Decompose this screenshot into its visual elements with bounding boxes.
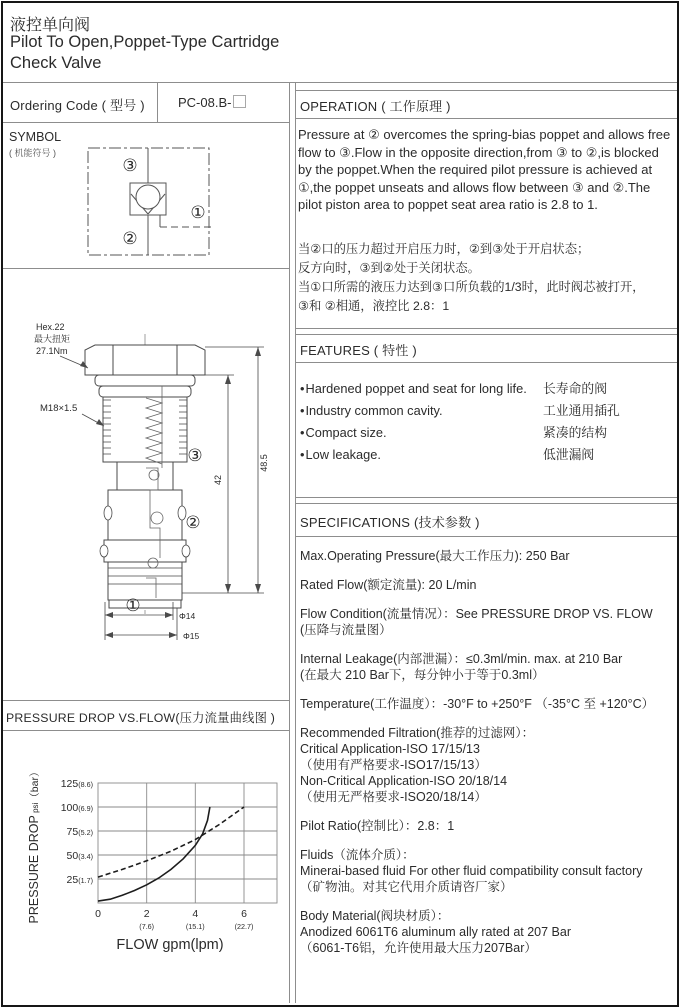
- x-tick-6: 6: [241, 908, 247, 920]
- page-title-zh: 液控单向阀: [10, 17, 91, 34]
- x-tick-0: 0: [95, 908, 101, 920]
- dim-42: [190, 375, 234, 593]
- operation-zh-line: 反方向时，③到②处于关闭状态。: [298, 261, 480, 275]
- torque-label-zh: 最大扭矩: [34, 334, 71, 344]
- features-divider-1: [295, 328, 677, 329]
- spec-line: Minerai-based fluid For other fluid compatibility consult factory: [300, 864, 643, 878]
- feature-item: [300, 400, 675, 422]
- specs-divider-2: [295, 503, 677, 504]
- spec-group: [300, 908, 676, 956]
- feature-item: [300, 444, 675, 466]
- operation-paragraph-en: [298, 126, 670, 214]
- ordering-cell-divider: [157, 83, 158, 122]
- features-title: FEATURES ( 特性 ): [300, 343, 417, 358]
- x-tick-4-lpm: (15.1): [185, 922, 205, 931]
- operation-paragraph-zh: [298, 240, 645, 316]
- operation-title: OPERATION ( 工作原理 ): [300, 99, 451, 114]
- spec-line: Non-Critical Application-ISO 20/18/14: [300, 774, 508, 788]
- symbol-port-2: ②: [122, 229, 138, 248]
- operation-header-top: [295, 90, 677, 91]
- specs-divider-1: [295, 497, 677, 498]
- dim-inner-label: 42: [213, 474, 223, 486]
- ordering-code-blank-box: [233, 95, 246, 108]
- spec-line: Rated Flow(额定流量): 20 L/min: [300, 578, 477, 592]
- valve-body-outline: [85, 345, 205, 608]
- features-list: [300, 378, 675, 466]
- feature-en: • Hardened poppet and seat for long life.: [300, 378, 543, 400]
- spec-line: （6061-T6铝，允许使用最大压力207Bar）: [300, 941, 537, 955]
- y-tick-50: 50(3.4): [66, 850, 93, 862]
- specs-header-bottom: [295, 536, 677, 537]
- operation-en-line: pilot piston area to poppet seat area ratio is 2.8 to 1.: [298, 197, 598, 213]
- feature-item: [300, 378, 675, 400]
- dia-large-label: Φ15: [183, 631, 200, 641]
- feature-item: [300, 422, 675, 444]
- features-divider-2: [295, 334, 677, 335]
- specifications-list: [300, 548, 676, 969]
- feature-en: • Industry common cavity.: [300, 400, 543, 422]
- spec-line: Fluids（流体介质）：: [300, 848, 415, 862]
- spec-group: [300, 548, 676, 564]
- specifications-title: SPECIFICATIONS (技术参数 ): [300, 515, 480, 530]
- page-title-en-line1: Pilot To Open,Poppet-Type Cartridge: [10, 33, 280, 51]
- operation-en-line: flow to ③.Flow in the opposite direction,from ③ to ②,is blocked: [298, 144, 659, 160]
- chart-header-bottom: [3, 730, 289, 731]
- check-valve-symbol: [130, 183, 166, 215]
- y-tick-75: 75(5.2): [66, 826, 93, 838]
- hydraulic-symbol-diagram: [2, 122, 289, 268]
- symbol-port-3: ③: [122, 156, 138, 175]
- spec-group: [300, 606, 676, 638]
- chart-series: [98, 807, 244, 901]
- pressure-drop-flow-chart: [2, 733, 289, 1003]
- ordering-code-text: PC-08.B-: [178, 95, 232, 110]
- drawing-port-2: ②: [185, 513, 201, 532]
- feature-zh: 紧凑的结构: [543, 425, 607, 440]
- operation-en-line: ①,the poppet unseats and allows flow between ③ and ②.The: [298, 179, 651, 195]
- drawing-port-3: ③: [187, 446, 203, 465]
- hex-torque-callout: [34, 322, 88, 368]
- feature-zh: 工业通用插孔: [543, 403, 620, 418]
- features-header-bottom: [295, 362, 677, 363]
- spec-group: [300, 818, 676, 834]
- ordering-code-value: [178, 95, 246, 110]
- valve-cross-section-drawing: [0, 268, 289, 705]
- chart-x-axis-title: FLOW gpm(lpm): [116, 937, 224, 953]
- feature-en: • Low leakage.: [300, 444, 543, 466]
- operation-en-line: Pressure at ② overcomes the spring-bias poppet and allows free: [298, 127, 671, 142]
- spec-line: (在最大 210 Bar下，每分钟小于等于0.3ml）: [300, 668, 545, 682]
- chart-header-top: [3, 700, 289, 701]
- spec-group: [300, 651, 676, 683]
- x-tick-4: 4: [192, 908, 199, 920]
- series-pilot-open-dashed: [98, 807, 244, 877]
- operation-header-bottom: [295, 118, 677, 119]
- spec-group: [300, 847, 676, 895]
- chart-section-title: PRESSURE DROP VS.FLOW(压力流量曲线图 ): [6, 711, 276, 725]
- spec-group: [300, 696, 676, 712]
- spec-line: Pilot Ratio(控制比）：2.8：1: [300, 819, 455, 833]
- feature-en: • Compact size.: [300, 422, 543, 444]
- ordering-code-label: Ordering Code ( 型号 ): [10, 98, 145, 113]
- spec-line: Internal Leakage(内部泄漏）：≤0.3ml/min. max. at 210 Bar: [300, 652, 623, 666]
- chart-y-tick-labels: [61, 778, 93, 886]
- thread-callout: [40, 403, 104, 426]
- feature-zh: 低泄漏阀: [543, 447, 595, 462]
- operation-en-line: by the poppet.When the required pilot pressure is achieved at: [298, 162, 653, 178]
- spec-line: Critical Application-ISO 17/15/13: [300, 742, 480, 756]
- page-title-en-line2: Check Valve: [10, 54, 102, 72]
- hex-size-label: Hex.22: [36, 322, 65, 332]
- spec-line: （使用无严格要求-ISO20/18/14）: [300, 790, 487, 804]
- spec-line: (压降与流量图）: [300, 623, 392, 637]
- dim-overall-label: 48.5: [259, 454, 269, 472]
- x-tick-6-lpm: (22.7): [234, 922, 254, 931]
- chart-grid: [98, 783, 277, 903]
- feature-zh: 长寿命的阀: [543, 381, 607, 396]
- chart-x-tick-labels: [95, 908, 253, 931]
- spec-line: （使用有严格要求-ISO17/15/13）: [300, 758, 487, 772]
- torque-value-label: 27.1Nm: [36, 346, 68, 356]
- spec-line: Temperature(工作温度）：-30°F to +250°F （-35°C 至 +120°C）: [300, 697, 655, 711]
- y-tick-100: 100(6.9): [60, 802, 93, 814]
- symbol-subtitle: ( 机能符号 ): [9, 148, 56, 158]
- drawing-port-1: ①: [125, 596, 141, 615]
- spec-line: Body Material(阀块材质）：: [300, 909, 450, 923]
- title-divider: [3, 82, 677, 83]
- series-free-flow-solid: [98, 807, 210, 901]
- operation-zh-line: 当①口所需的液压力达到③口所负载的1/3时，此时阀芯被打开，: [298, 280, 645, 294]
- dia-small-label: Φ14: [179, 611, 196, 621]
- operation-zh-line: ③和 ②相通，液控比 2.8：1: [298, 299, 450, 313]
- spec-line: Flow Condition(流量情况）：See PRESSURE DROP VS. FLOW: [300, 607, 653, 621]
- y-tick-25: 25(1.7): [66, 874, 93, 886]
- spec-group: [300, 577, 676, 593]
- y-tick-125: 125(8.6): [60, 778, 93, 790]
- symbol-title: SYMBOL: [9, 130, 62, 144]
- pilot-line: [160, 215, 215, 227]
- x-tick-2: 2: [143, 908, 150, 920]
- spec-line: （矿物油。对其它代用介质请咨厂家）: [300, 880, 513, 894]
- thread-label: M18×1.5: [40, 403, 78, 414]
- column-divider-2: [295, 82, 296, 1003]
- x-tick-2-lpm: (7.6): [139, 922, 155, 931]
- spec-group: [300, 725, 676, 805]
- chart-y-axis-title: PRESSURE DROP psi（bar）: [27, 766, 41, 924]
- operation-zh-line: 当②口的压力超过开启压力时，②到③处于开启状态；: [298, 242, 590, 256]
- spec-line: Max.Operating Pressure(最大工作压力): 250 Bar: [300, 549, 570, 563]
- spec-line: Anodized 6061T6 aluminum ally rated at 207 Bar: [300, 925, 571, 939]
- spec-line: Recommended Filtration(推荐的过滤网）：: [300, 726, 535, 740]
- column-divider-1: [289, 82, 290, 1003]
- symbol-port-1: ①: [190, 203, 206, 222]
